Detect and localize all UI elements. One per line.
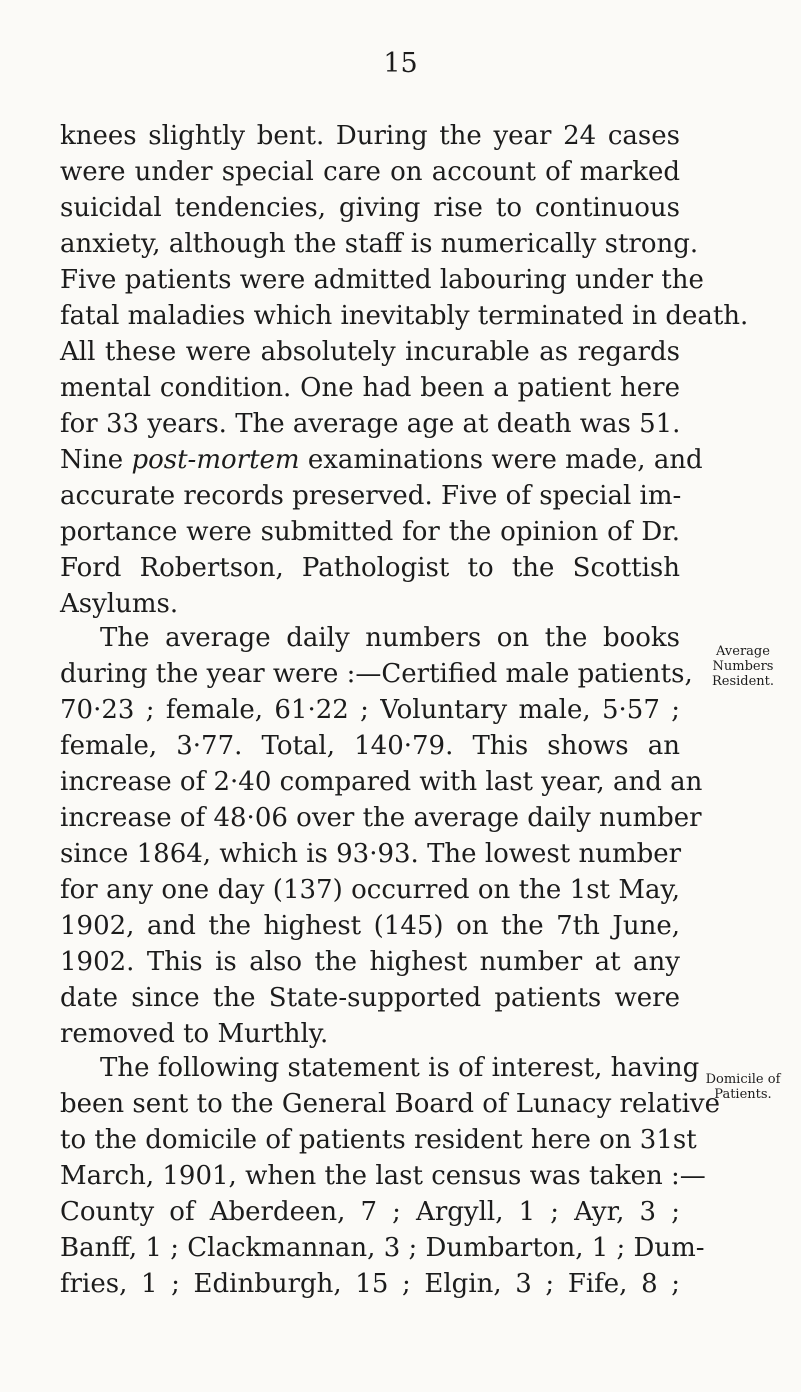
text-line: County of Aberdeen, 7 ; Argyll, 1 ; Ayr, 3 ; xyxy=(60,1197,680,1227)
paragraph-1 xyxy=(60,118,749,622)
text-line: Banff, 1 ; Clackmannan, 3 ; Dumbarton, 1 ; Dum- xyxy=(60,1233,705,1263)
text-line: 1902. This is also the highest number at any xyxy=(60,947,680,977)
text-line: for any one day (137) occurred on the 1st May, xyxy=(60,875,680,905)
text-line: anxiety, although the staff is numerically strong. xyxy=(60,229,699,259)
paragraph-3 xyxy=(60,1050,721,1302)
text-line: to the domicile of patients resident here on 31st xyxy=(60,1125,697,1155)
margin-note-average-numbers xyxy=(688,644,798,689)
text-line: increase of 2·40 compared with last year, and an xyxy=(60,767,703,797)
margin-note-line: Numbers xyxy=(712,659,774,674)
text-line: increase of 48·06 over the average daily number xyxy=(60,803,702,833)
text-line: The following statement is of interest, having xyxy=(100,1053,700,1083)
margin-note-line: Resident. xyxy=(711,674,775,689)
margin-note-domicile xyxy=(688,1072,798,1102)
text-line: accurate records preserved. Five of special im- xyxy=(60,481,682,511)
margin-note-line: Domicile of xyxy=(705,1072,781,1087)
text-line: suicidal tendencies, giving rise to continuous xyxy=(60,193,680,223)
text-line: for 33 years. The average age at death was 51. xyxy=(60,409,681,439)
text-line: fries, 1 ; Edinburgh, 15 ; Elgin, 3 ; Fife, 8 ; xyxy=(60,1269,680,1299)
text-line: Five patients were admitted labouring under the xyxy=(60,265,704,295)
text-line: female, 3·77. Total, 140·79. This shows an xyxy=(60,731,680,761)
text-line: been sent to the General Board of Lunacy relative xyxy=(60,1089,721,1119)
margin-note-line: Patients. xyxy=(714,1087,772,1102)
text-line: The average daily numbers on the books xyxy=(100,623,680,653)
text-line: date since the State-supported patients were xyxy=(60,983,680,1013)
text-line: 1902, and the highest (145) on the 7th June, xyxy=(60,911,680,941)
text-line: portance were submitted for the opinion of Dr. xyxy=(60,517,680,547)
paragraph-2 xyxy=(60,620,703,1052)
text-line: mental condition. One had been a patient here xyxy=(60,373,680,403)
text-line: Asylums. xyxy=(60,589,179,619)
text-line: since 1864, which is 93·93. The lowest number xyxy=(60,839,682,869)
text-line: March, 1901, when the last census was taken :— xyxy=(60,1161,706,1191)
margin-note-line: Average xyxy=(716,644,770,659)
text-line: 70·23 ; female, 61·22 ; Voluntary male, 5·57 ; xyxy=(60,695,680,725)
text-line: Nine post-mortem examinations were made, and xyxy=(60,445,703,475)
page-number: 15 xyxy=(383,48,418,79)
text-line: fatal maladies which inevitably terminated in death. xyxy=(60,301,749,331)
text-line: All these were absolutely incurable as regards xyxy=(60,337,680,367)
text-line: knees slightly bent. During the year 24 cases xyxy=(60,121,680,151)
text-line: Ford Robertson, Pathologist to the Scottish xyxy=(60,553,680,583)
italic-phrase: post-mortem xyxy=(131,445,300,475)
text-line: during the year were :—Certified male patients, xyxy=(60,659,693,689)
text-line: removed to Murthly. xyxy=(60,1019,329,1049)
text-line: were under special care on account of marked xyxy=(60,157,680,187)
